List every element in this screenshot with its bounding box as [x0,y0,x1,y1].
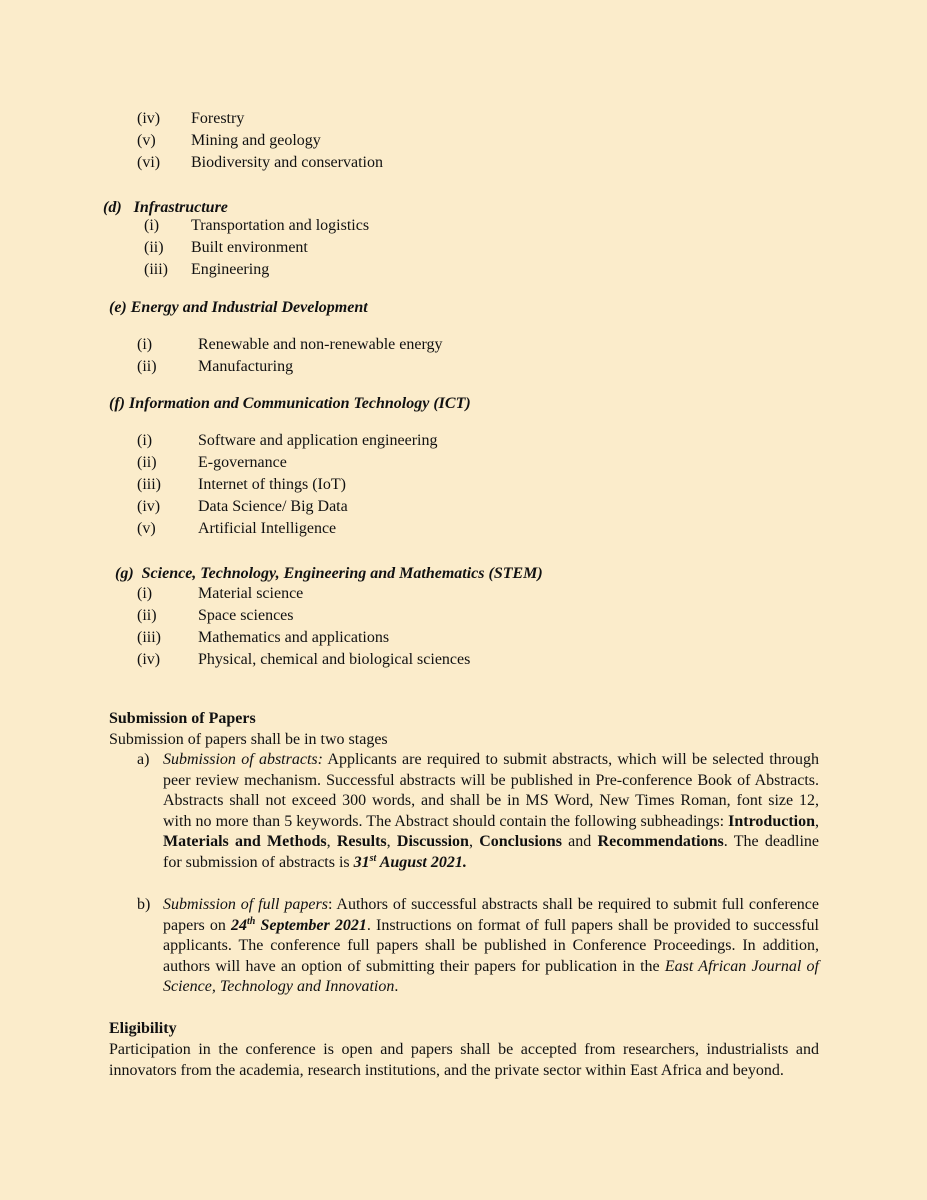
list-item-number: (iv) [137,651,161,668]
full-papers-paragraph [163,895,819,998]
list-item-number: (ii) [137,358,157,375]
list-item-label: Forestry [191,110,245,127]
subheading-materials-methods: Materials and Methods [163,833,327,851]
list-item-label: Physical, chemical and biological sciences [198,651,471,668]
list-item-label: Software and application engineering [198,432,438,449]
list-item-label: Built environment [191,239,308,256]
subheading-recommendations: Recommendations [597,833,724,851]
separator: and [561,833,598,851]
full-papers-text-2: . Instructions on format of full papers shall be provided to successful applicants. The conference full papers shall be published in Conference Proceedings. In addition, authors will have an option of submitting their papers for publication in the [163,916,819,975]
date-rest: August 2021. [376,853,467,871]
list-item-label: Biodiversity and conservation [191,154,383,171]
list-item-label: Material science [198,585,304,602]
list-item-label: Manufacturing [198,358,294,375]
abstracts-text: Applicants are required to submit abstracts, which will be selected through peer review mechanism. Successful abstracts will be published in Pre-conference Book of Abstracts. Abstracts shall not exceed 300 words, and shall be in MS Word, New Times Roman, font size 12, with no more than 5 keywords. The Abstract should contain the following subheadings: [163,751,820,830]
section-heading-stem: (g) Science, Technology, Engineering and Mathematics (STEM) [115,565,543,582]
separator: , [468,833,480,851]
list-item-number: (ii) [137,454,157,471]
full-papers-text: : Authors of successful abstracts shall be required to submit full conference papers on [163,896,820,934]
list-item-number: (iii) [137,476,161,493]
separator: , [326,833,337,851]
submission-marker-a: a) [137,751,150,768]
list-item-number: (ii) [144,239,164,256]
list-item-number: (i) [137,432,153,449]
subheading-results: Results [336,833,387,851]
list-item-label: Internet of things (IoT) [198,476,346,493]
section-heading-ict: (f) Information and Communication Technology (ICT) [109,395,471,412]
list-item-label: Mining and geology [191,132,321,149]
list-item-label: Artificial Intelligence [198,520,337,537]
eligibility-text: Participation in the conference is open and papers shall be accepted from researchers, industrialists and innovators from the academia, research institutions, and the private sector within East Africa and beyond. [109,1041,819,1079]
eligibility-heading: Eligibility [109,1020,177,1037]
list-item-label: E-governance [198,454,287,471]
list-item-number: (iv) [137,110,161,127]
list-item-number: (iii) [137,629,161,646]
list-item-label: Engineering [191,261,270,278]
date-rest: September 2021 [255,916,367,934]
list-item-number: (i) [137,585,153,602]
full-papers-date [231,917,367,934]
list-item-number: (iv) [137,498,161,515]
date-day: 24 [230,916,247,934]
list-item-label: Space sciences [198,607,294,624]
list-item-number: (iii) [144,261,168,278]
abstracts-deadline-date [354,854,467,871]
section-heading-infrastructure: (d) Infrastructure [103,199,228,216]
abstracts-deadline-text: . The deadline for submission of abstracts is [163,833,820,871]
date-suffix: st [369,852,377,864]
subheading-introduction: Introduction [728,812,815,830]
abstracts-paragraph [163,750,819,874]
subheading-conclusions: Conclusions [479,833,562,851]
list-item-number: (v) [137,132,156,149]
list-item-number: (v) [137,520,156,537]
list-item-number: (vi) [137,154,161,171]
separator: , [815,812,819,830]
list-item-number: (i) [137,336,153,353]
list-item-label: Mathematics and applications [198,629,390,646]
list-item-label: Transportation and logistics [191,217,370,234]
full-papers-lead: Submission of full papers [163,896,328,913]
submission-heading: Submission of Papers [109,710,256,727]
submission-marker-b: b) [137,896,151,913]
submission-intro: Submission of papers shall be in two stages [109,731,388,748]
section-heading-energy: (e) Energy and Industrial Development [109,299,368,316]
date-day: 31 [353,853,370,871]
list-item-number: (ii) [137,607,157,624]
subheading-discussion: Discussion [396,833,469,851]
period: . [394,978,399,996]
separator: , [386,833,397,851]
abstracts-lead: Submission of abstracts: [163,751,323,768]
list-item-label: Renewable and non-renewable energy [198,336,443,353]
date-suffix: th [246,915,256,927]
journal-name: East African Journal of Science, Technology and Innovation [163,957,819,996]
list-item-number: (i) [144,217,160,234]
list-item-label: Data Science/ Big Data [198,498,348,515]
